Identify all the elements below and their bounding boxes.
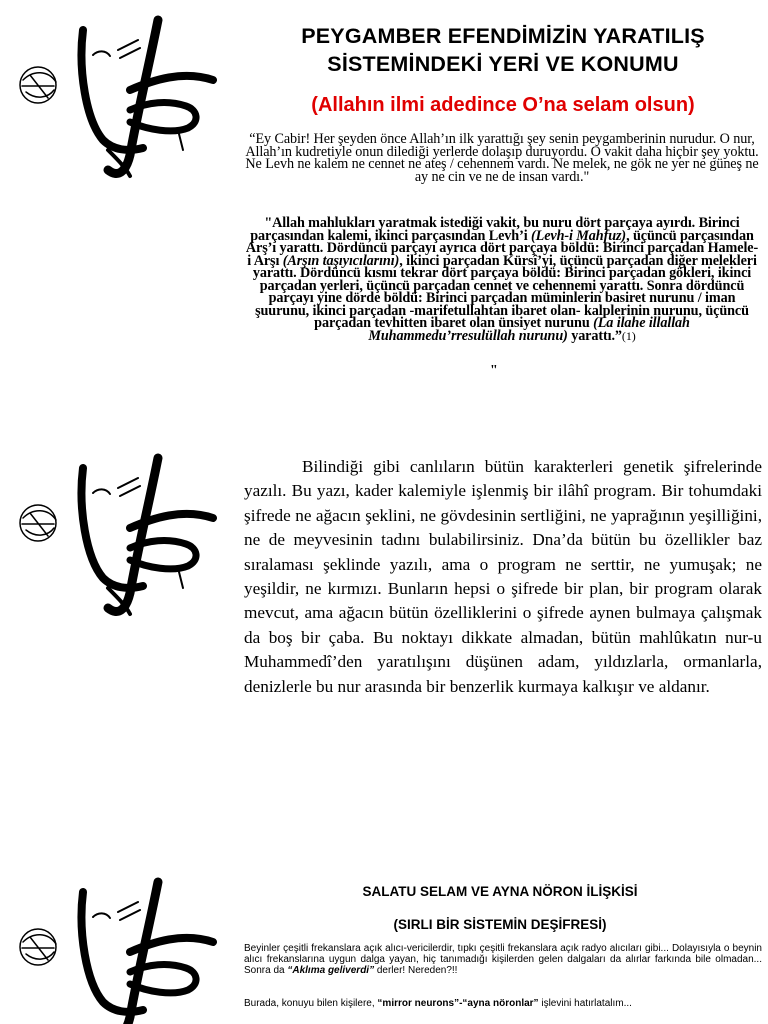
quote-end-mark: "	[490, 363, 498, 378]
calligraphy-svg	[8, 10, 223, 180]
muhammad-calligraphy-icon	[8, 872, 223, 1024]
quote-2-italic-1: (Levh-i Mahfuz)	[531, 227, 627, 244]
para-2-text-b: işlevini hatırlatalım...	[538, 998, 632, 1009]
section-3-subheading: (SIRLI BİR SİSTEMİN DEŞİFRESİ)	[393, 917, 607, 932]
calligraphy-svg	[8, 448, 223, 618]
title-line-2: SİSTEMİNDEKİ YERİ VE KONUMU	[327, 52, 679, 76]
page-title	[258, 22, 748, 78]
quote-2-italic-2: (Arşın taşıyıcılarını)	[282, 252, 400, 269]
calligraphy-svg	[8, 872, 223, 1024]
para-2-emphasis: “mirror neurons”-“ayna nöronlar”	[377, 998, 539, 1009]
quote-2-text-c: , ikinci parçadan Kürsî’yi, üçüncü parçadan diğer melekleri yarattı. Dördüncü kısmı tekrar dört parçaya böldü: Birinci parçadan gökleri, ikinci parçadan yerleri, üçüncü parçadan cennet ve cehennemi yarattı. Sonra dördüncü parçayı yine dörde böldü: Birinci parçadan müminlerin basiret nurunu / iman şuurunu, ikinci parçadan -marifetullahtan ibaret olan- kalplerinin nurunu, üçüncü parçadan tevhitten ibaret olan ünsiyet nurunu	[252, 252, 757, 331]
para-1-text-b: derler! Nereden?!!	[374, 965, 458, 976]
quote-2-text-d: yarattı.”	[567, 327, 622, 344]
quote-2-text-a: "Allah mahlukları yaratmak istediği vakit, bu nuru dört parçaya ayırdı. Birinci parçasından kalemi, ikinci parçasından Levh’i	[250, 215, 740, 244]
page-subtitle: (Allahın ilmi adedince O’na selam olsun)	[311, 94, 695, 116]
footnote-ref: (1)	[621, 328, 636, 343]
quote-2-italic-3: (La ilahe illallah Muhammedu’rresulüllah nurunu)	[368, 315, 690, 344]
title-line-1: PEYGAMBER EFENDİMİZİN YARATILIŞ	[301, 24, 705, 48]
para-1-text-a: Beyinler çeşitli frekanslara açık alıcı-vericilerdir, tıpkı çeşitli frekanslara açık radyo alıcıları gibi... Dolayısıyla o beynin alıcı frekanslarına uygun dalga yayan, hiç tanımadığı kişilerden gelen dalgaları da alırlar farkında bile olmadan... Sonra da	[244, 943, 762, 976]
hadith-quote-2	[244, 217, 760, 342]
section-3-paragraph-1	[244, 943, 762, 976]
para-2-text-a: Burada, konuyu bilen kişilere,	[244, 998, 378, 1009]
section-3-paragraph-2	[244, 998, 762, 1010]
quote-2-text-b: , üçüncü parçasından Arş’ı yarattı. Dördüncü parçayı ayrıca dört parçaya böldü: Birinci parçadan Hamele-i Arşı	[245, 227, 759, 269]
muhammad-calligraphy-icon	[8, 448, 223, 618]
para-1-emphasis: “Aklıma geliverdi”	[287, 965, 375, 976]
muhammad-calligraphy-icon	[8, 10, 223, 180]
section-2-paragraph: Bilindiği gibi canlıların bütün karakterleri genetik şifrelerinde yazılı. Bu yazı, kader kalemiyle işlenmiş bir ilâhî program. Bir tohumdaki şifrede ne ağacın şeklini, ne gövdesinin sertliğini, ne yaprağının yeşilliğini, ne de meyvesinin tadını bulabilirsiniz. Dna’da bütün bu özellikler baz sıralaması şeklinde yazılı, ama o program ne serttir, ne yumuşak; ne yeşildir, ne kırmızı. Bunların hepsi o şifrede bir plan, bir program olarak mevcut, ama ağacın bütün özelliklerini o şifrede aynen bulmaya çalışmak da boş bir çaba. Bu noktayı dikkate almadan, bütün mahlûkatın nur-u Muhammedî’den yaratılışını düşünen adam, yıldızlarla, ormanlarla, denizlerle bu nur arasında bir benzerlik kurmaya kalkışır ve aldanır.	[244, 457, 762, 696]
section-3-heading: SALATU SELAM VE AYNA NÖRON İLİŞKİSİ	[362, 884, 638, 899]
hadith-quote-1: “Ey Cabir! Her şeyden önce Allah’ın ilk yarattığı şey senin peygamberinin nurudur. O nur, Allah’ın kudretiyle onun dilediği yerlerde dolaşıp duruyordu. O vakit daha hiçbir şey yoktu. Ne Levh ne kalem ne cennet ne ateş / cehennem vardı. Ne melek, ne gök ne yer ne güneş ne ay ne cin ve ne de insan vardı."	[245, 131, 759, 185]
